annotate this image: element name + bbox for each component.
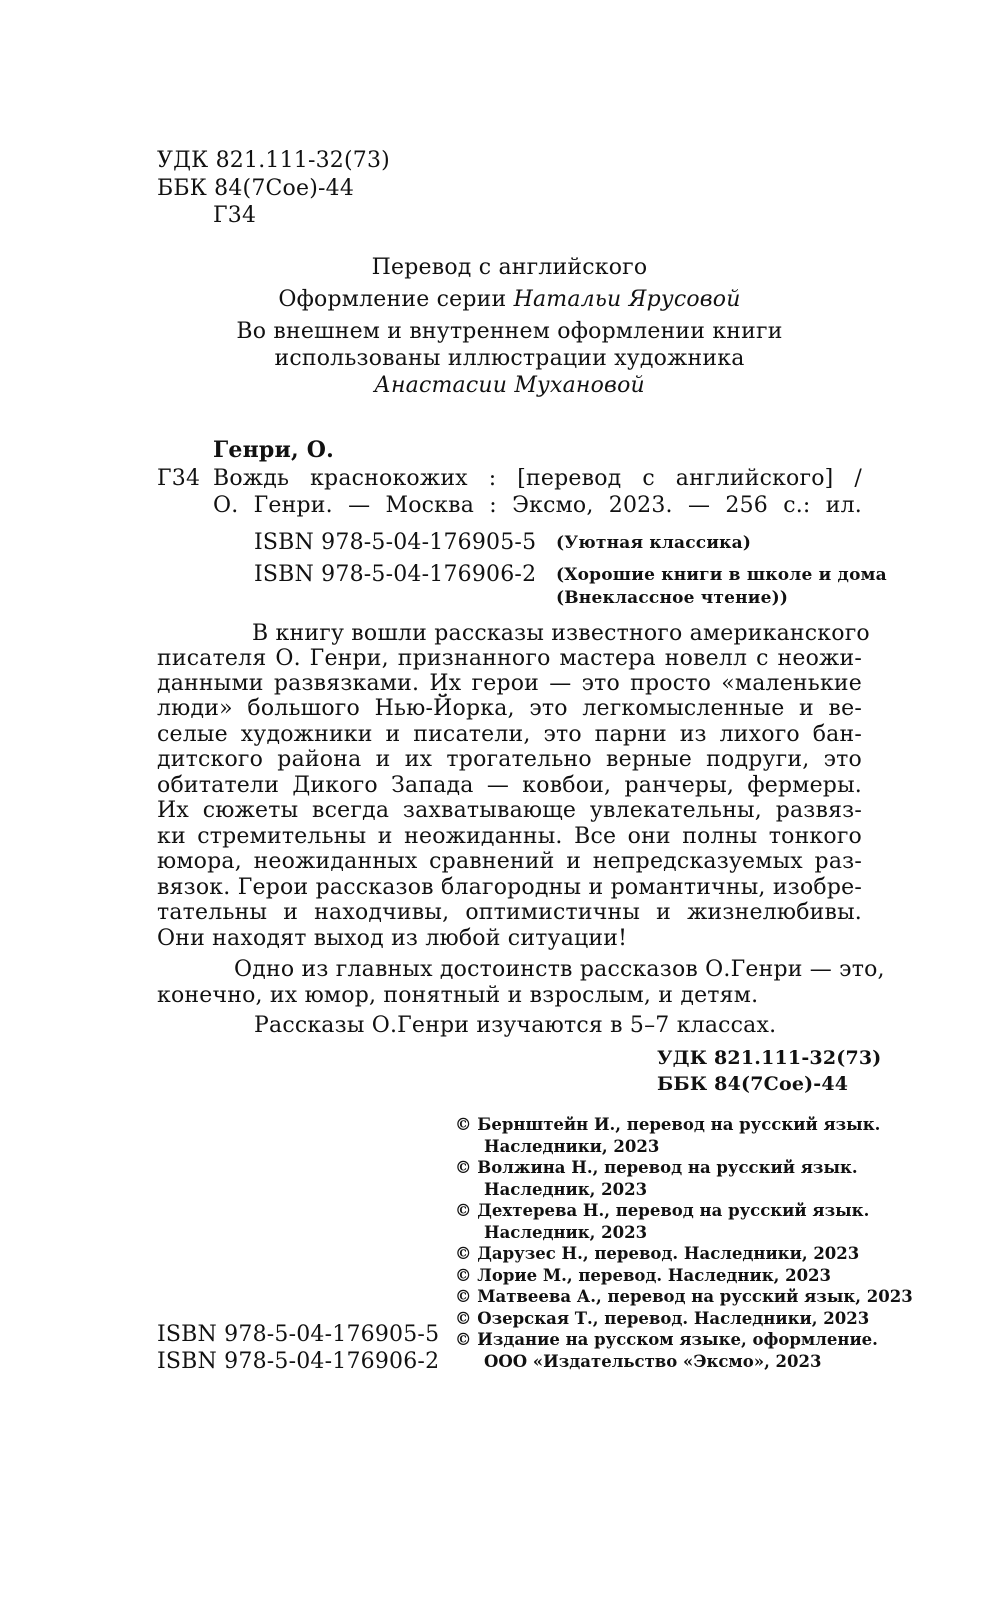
- series-designer: Натальи Ярусовой: [513, 287, 741, 312]
- copyright-line: © Лорие М., перевод. Наследник, 2023: [455, 1266, 832, 1285]
- annotation-line: дитского района и их трогательно верные подруги, это: [157, 747, 862, 772]
- series-design: [157, 287, 862, 313]
- isbn-1-note: (Уютная классика): [556, 533, 752, 553]
- translation-note: Перевод с английского: [371, 255, 648, 280]
- annotation-line: тательны и находчивы, оптимистичны и жизнелюбивы.: [157, 900, 862, 925]
- copyright-line: © Матвеева А., перевод на русский язык, 2023: [455, 1287, 913, 1306]
- annotation-line: данными развязками. Их герои — это просто «маленькие: [157, 671, 862, 696]
- series-design-label: Оформление серии: [278, 287, 507, 312]
- annotation-line: люди» большого Нью-Йорка, это легкомысленные и ве-: [157, 696, 862, 721]
- annotation-line: Одно из главных достоинств рассказов О.Генри — это,: [234, 957, 885, 982]
- copyright-line: Наследник, 2023: [484, 1180, 648, 1199]
- copyright-line: Наследник, 2023: [484, 1223, 648, 1242]
- annotation-line: юмора, неожиданных сравнений и непредсказуемых раз-: [157, 849, 862, 874]
- bbk-code-bottom: ББК 84(7Сое)-44: [657, 1073, 849, 1095]
- author-heading: Генри, О.: [213, 437, 334, 463]
- record-mark: Г34: [157, 466, 201, 491]
- isbn-2-note-line-2: (Внеклассное чтение)): [556, 588, 789, 608]
- udk-code-bottom: УДК 821.111-32(73): [657, 1047, 882, 1069]
- illustrator-name: Анастасии Мухановой: [374, 373, 645, 398]
- copyright-line: © Дехтерева Н., перевод на русский язык.: [455, 1201, 870, 1220]
- annotation-line: вязок. Герои рассказов благородны и романтичны, изобре-: [157, 875, 862, 900]
- annotation-line: селые художники и писатели, это парни из лихого бан-: [157, 722, 862, 747]
- udk-code: УДК 821.111-32(73): [157, 148, 390, 173]
- illustrations-line-2: использованы иллюстрации художника: [274, 346, 745, 371]
- bbk-code: ББК 84(7Сое)-44: [157, 176, 355, 201]
- copyright-line: © Волжина Н., перевод на русский язык.: [455, 1158, 858, 1177]
- isbn-2-note-line-1: (Хорошие книги в школе и дома: [556, 565, 887, 585]
- isbn-bottom-2: ISBN 978-5-04-176906-2: [157, 1349, 440, 1374]
- copyright-line: © Бернштейн И., перевод на русский язык.: [455, 1115, 881, 1134]
- copyright-line: © Озерская Т., перевод. Наследники, 2023: [455, 1309, 870, 1328]
- annotation-line: В книгу вошли рассказы известного американского: [252, 621, 870, 646]
- title-line-2: О. Генри. — Москва : Эксмо, 2023. — 256 с.: ил.: [213, 493, 862, 518]
- annotation-line: ки стремительны и неожиданны. Все они полны тонкого: [157, 824, 862, 849]
- annotation-line: обитатели Дикого Запада — ковбои, ранчеры, фермеры.: [157, 773, 862, 798]
- annotation-line: Они находят выход из любой ситуации!: [157, 926, 628, 951]
- isbn-1: ISBN 978-5-04-176905-5: [254, 530, 537, 555]
- copyright-line: © Издание на русском языке, оформление.: [455, 1330, 878, 1349]
- copyright-line: © Дарузес Н., перевод. Наследники, 2023: [455, 1244, 860, 1263]
- annotation-line: Их сюжеты всегда захватывающе увлекательны, развяз-: [157, 798, 862, 823]
- author-mark: Г34: [213, 203, 257, 228]
- annotation-line: конечно, их юмор, понятный и взрослым, и детям.: [157, 983, 759, 1008]
- copyright-line: ООО «Издательство «Эксмо», 2023: [484, 1352, 822, 1371]
- annotation-line: Рассказы О.Генри изучаются в 5–7 классах.: [254, 1013, 777, 1038]
- isbn-bottom-1: ISBN 978-5-04-176905-5: [157, 1322, 440, 1347]
- annotation-line: писателя О. Генри, признанного мастера новелл с неожи-: [157, 646, 862, 671]
- isbn-2: ISBN 978-5-04-176906-2: [254, 562, 537, 587]
- title-line-1: Вождь краснокожих : [перевод с английского] /: [213, 466, 862, 491]
- illustrations-line-1: Во внешнем и внутреннем оформлении книги: [236, 319, 783, 344]
- copyright-line: Наследники, 2023: [484, 1137, 660, 1156]
